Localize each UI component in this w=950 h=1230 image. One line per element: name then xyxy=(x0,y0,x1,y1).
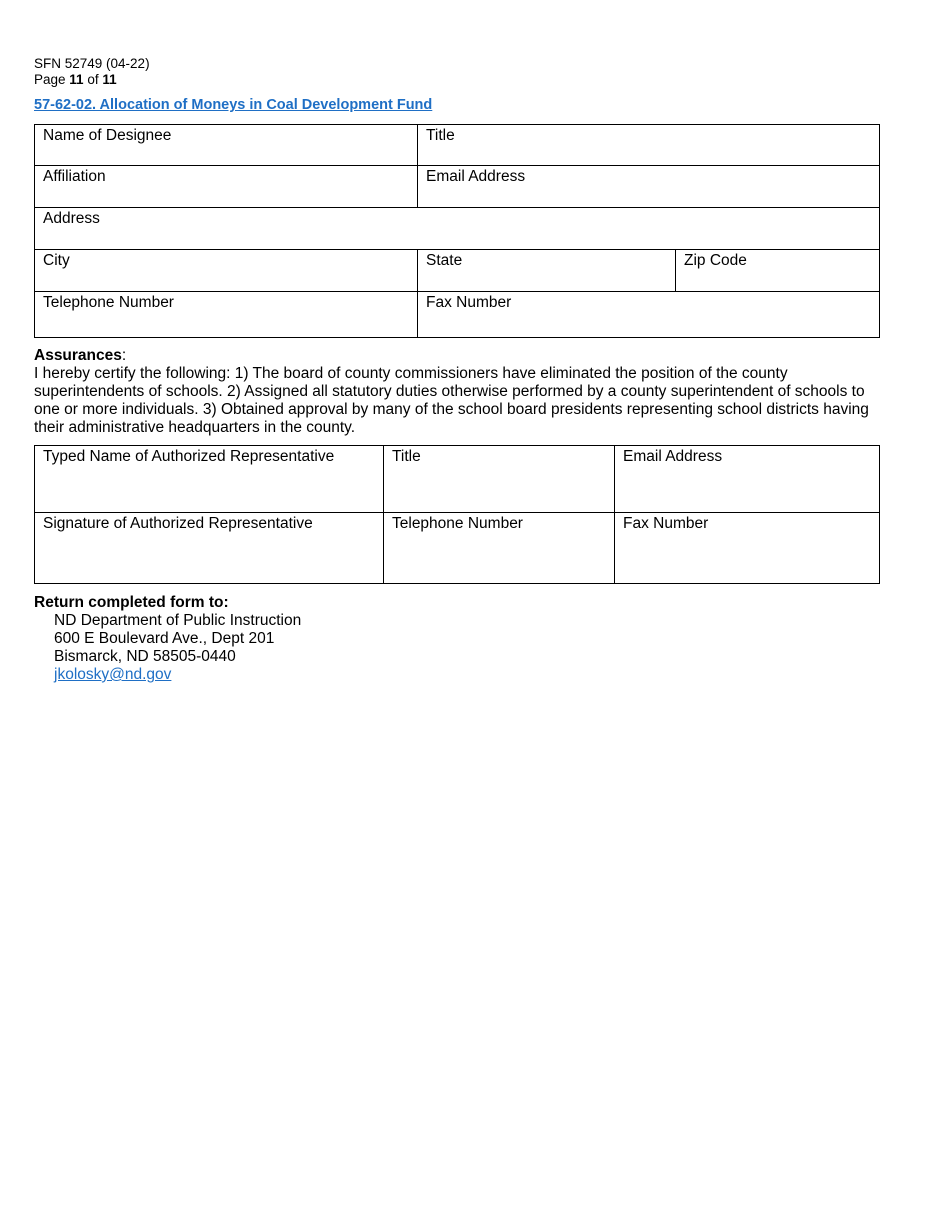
city-field[interactable] xyxy=(35,250,418,292)
city-label: City xyxy=(43,252,70,269)
rep-email-label: Email Address xyxy=(623,448,723,465)
state-label: State xyxy=(426,252,463,269)
rep-title-label: Title xyxy=(392,448,421,465)
return-label: Return completed form to: xyxy=(34,594,229,611)
return-address-line3: Bismarck, ND 58505-0440 xyxy=(54,648,236,665)
typed-name-label: Typed Name of Authorized Representative xyxy=(43,448,335,465)
form-header xyxy=(34,56,150,88)
return-email-link[interactable]: jkolosky@nd.gov xyxy=(54,666,172,683)
rep-email-field[interactable] xyxy=(615,446,880,513)
representative-table xyxy=(34,445,880,584)
return-address-line2: 600 E Boulevard Ave., Dept 201 xyxy=(54,630,275,647)
address-field[interactable] xyxy=(35,208,880,250)
assurances-section xyxy=(34,347,894,437)
section-link[interactable]: 57-62-02. Allocation of Moneys in Coal Development Fund xyxy=(34,97,433,113)
return-address-line1: ND Department of Public Instruction xyxy=(54,612,302,629)
assurances-label: Assurances xyxy=(34,347,122,364)
name-of-designee-field[interactable] xyxy=(35,125,418,166)
designee-telephone-label: Telephone Number xyxy=(43,294,174,311)
page-number xyxy=(34,72,150,88)
designee-title-field[interactable] xyxy=(418,125,880,166)
designee-title-label: Title xyxy=(426,127,455,144)
typed-name-field[interactable] xyxy=(35,446,384,513)
page-prefix: Page xyxy=(34,72,70,87)
affiliation-label: Affiliation xyxy=(43,168,106,185)
rep-telephone-field[interactable] xyxy=(384,513,615,584)
state-field[interactable] xyxy=(418,250,676,292)
assurances-heading xyxy=(34,347,894,365)
zip-code-label: Zip Code xyxy=(684,252,747,269)
name-of-designee-label: Name of Designee xyxy=(43,127,172,144)
signature-field[interactable] xyxy=(35,513,384,584)
page-current: 11 xyxy=(69,72,84,87)
designee-fax-field[interactable] xyxy=(418,292,880,338)
return-section xyxy=(34,594,301,684)
assurances-colon: : xyxy=(121,347,127,364)
signature-label: Signature of Authorized Representative xyxy=(43,515,313,532)
designee-email-field[interactable] xyxy=(418,166,880,208)
designee-telephone-field[interactable] xyxy=(35,292,418,338)
assurances-text: I hereby certify the following: 1) The board of county commissioners have eliminated the position of the county superintendents of schools. 2) Assigned all statutory duties otherwise performed by a county superintendent of schools to one or more individuals. 3) Obtained approval by many of the school board presidents representing school districts having their administrative headquarters in the county. xyxy=(34,365,869,436)
designee-email-label: Email Address xyxy=(426,168,526,185)
rep-fax-field[interactable] xyxy=(615,513,880,584)
designee-fax-label: Fax Number xyxy=(426,294,512,311)
page-total: 11 xyxy=(102,72,117,87)
zip-code-field[interactable] xyxy=(676,250,880,292)
form-id: SFN 52749 (04-22) xyxy=(34,56,150,71)
address-label: Address xyxy=(43,210,100,227)
rep-fax-label: Fax Number xyxy=(623,515,709,532)
rep-title-field[interactable] xyxy=(384,446,615,513)
rep-telephone-label: Telephone Number xyxy=(392,515,523,532)
page-of: of xyxy=(83,72,103,87)
affiliation-field[interactable] xyxy=(35,166,418,208)
designee-table xyxy=(34,124,880,338)
